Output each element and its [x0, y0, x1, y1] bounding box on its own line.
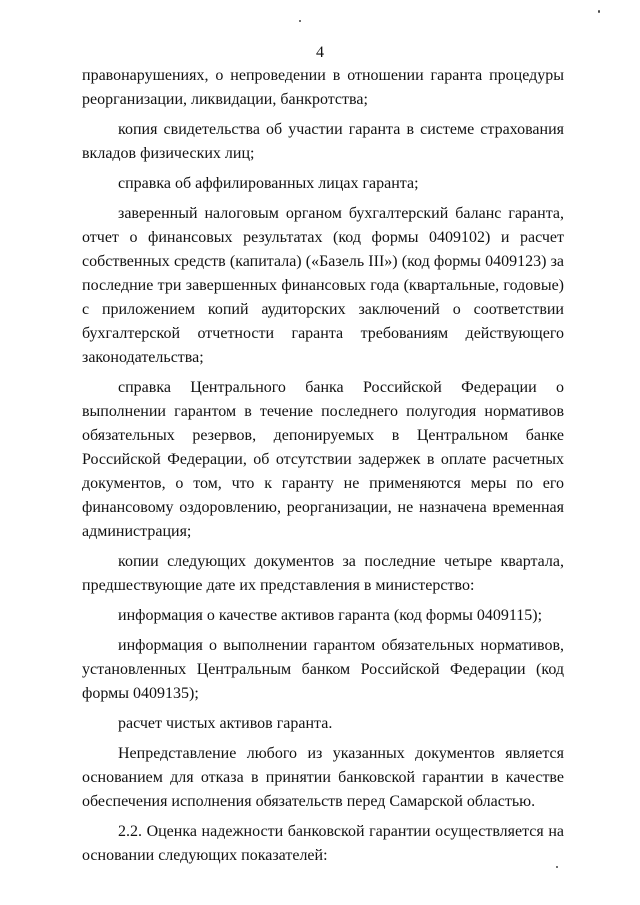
scan-speck	[598, 10, 600, 13]
paragraph: справка Центрального банка Российской Федерации о выполнении гарантом в течение последнего полугодия нормативов обязательных резервов, депонируемых в Центральном банке Российской Федерации, об отсутствии задержек в оплате расчетных документов, о том, что к гаранту не применяются меры по его финансовому оздоровлению, реорганизации, не назначена временная администрация;	[82, 379, 564, 540]
scan-speck	[299, 20, 301, 22]
paragraph-continuation: правонарушениях, о непроведении в отношении гаранта процедуры реорганизации, ликвидации, банкротства;	[82, 67, 564, 108]
document-body	[82, 64, 564, 874]
paragraph: информация о качестве активов гаранта (код формы 0409115);	[118, 607, 543, 624]
paragraph: справка об аффилированных лицах гаранта;	[118, 175, 419, 192]
paragraph: копия свидетельства об участии гаранта в системе страхования вкладов физических лиц;	[82, 121, 564, 162]
paragraph: 2.2. Оценка надежности банковской гарантии осуществляется на основании следующих показателей:	[82, 823, 564, 864]
paragraph: Непредставление любого из указанных документов является основанием для отказа в принятии банковской гарантии в качестве обеспечения исполнения обязательств перед Самарской областью.	[82, 745, 564, 810]
paragraph: копии следующих документов за последние четыре квартала, предшествующие дате их представления в министерство:	[82, 553, 564, 594]
paragraph: информация о выполнении гарантом обязательных нормативов, установленных Центральным банком Российской Федерации (код формы 0409135);	[82, 637, 564, 702]
paragraph: заверенный налоговым органом бухгалтерский баланс гаранта, отчет о финансовых результатах (код формы 0409102) и расчет собственных средств (капитала) («Базель III») (код формы 0409123) за последние три завершенных финансовых года (квартальные, годовые) с приложением копий аудиторских заключений о соответствии бухгалтерской отчетности гаранта требованиям действующего законодательства;	[82, 205, 564, 366]
paragraph: расчет чистых активов гаранта.	[118, 715, 333, 732]
page-number: 4	[316, 44, 324, 61]
